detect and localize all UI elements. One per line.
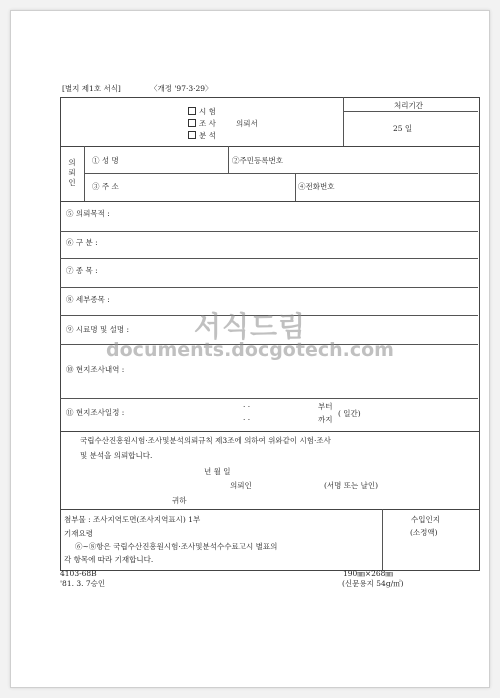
- schedule-from: 부터: [318, 402, 333, 411]
- form-title: 의뢰서: [236, 119, 258, 128]
- schedule-to-date: · ·: [243, 415, 251, 424]
- attachment-line-2: 기재요령: [64, 529, 93, 538]
- client-side-label: 의 뢰 인: [68, 158, 76, 187]
- detail-label: ⑧ 세부종목 :: [66, 295, 110, 304]
- sample-label: ⑨ 시료명 및 설명 :: [66, 325, 130, 334]
- checkbox[interactable]: [188, 131, 196, 139]
- checkbox[interactable]: [188, 119, 196, 127]
- paper-spec: (신문용지 54g/㎡): [342, 579, 404, 588]
- attachment-line-3: ⑥~⑧항은 국립수산진흥원시험·조사및분석수수료고시 별표의: [75, 542, 278, 551]
- attachment-line-1: 첨부물 : 조사지역도면(조사지역표시) 1부: [64, 515, 201, 524]
- schedule-from-date: · ·: [243, 402, 251, 411]
- period-value: 25 일: [393, 124, 413, 133]
- address-label: ③ 주 소: [92, 182, 119, 191]
- kind-label: ⑦ 종 목 :: [66, 266, 98, 275]
- addressee-label: 귀하: [172, 496, 187, 505]
- client-section: [60, 146, 480, 202]
- option-survey[interactable]: 조 사: [188, 119, 216, 129]
- form-code: 4103-68B: [60, 569, 97, 578]
- category-label: ⑥ 구 분 :: [66, 238, 98, 247]
- request-date: 년 월 일: [204, 467, 231, 476]
- schedule-days: ( 일간): [338, 409, 361, 418]
- option-test[interactable]: 시 험: [188, 107, 216, 117]
- purpose-label: ⑤ 의뢰목적 :: [66, 209, 110, 218]
- schedule-to: 까지: [318, 415, 333, 424]
- form-number: [별지 제1호 서식]: [62, 84, 121, 93]
- attachment-line-4: 각 항목에 따라 기재합니다.: [64, 555, 154, 564]
- stamp-label: 수입인지: [411, 515, 440, 524]
- option-analysis[interactable]: 분 석: [188, 131, 216, 141]
- request-line-1: 국립수산진흥원시험·조사및분석의뢰규칙 제3조에 의하여 위와같이 시험·조사: [80, 436, 331, 445]
- name-label: ① 성 명: [92, 156, 119, 165]
- watermark-url: documents.docgotech.com: [106, 339, 394, 361]
- survey-label: ⑩ 현지조사내역 :: [66, 365, 125, 374]
- resident-no-label: ②주민등록번호: [232, 156, 283, 165]
- watermark-title: 서식드림: [193, 310, 307, 343]
- requester-label: 의뢰인: [230, 481, 252, 490]
- checkbox[interactable]: [188, 107, 196, 115]
- paper-size: 190㎜×268㎜: [343, 569, 393, 578]
- approval-date: '81. 3. 7승인: [60, 579, 106, 588]
- revision-note: 〈개정 '97·3·29〉: [150, 84, 213, 93]
- schedule-label: ⑪ 현지조사일정 :: [66, 408, 125, 417]
- phone-label: ④전화번호: [298, 182, 335, 191]
- stamp-value: (소정액): [410, 528, 438, 537]
- period-label: 처리기간: [394, 101, 423, 110]
- sign-label: (서명 또는 날인): [324, 481, 379, 490]
- request-line-2: 및 분석을 의뢰합니다.: [80, 451, 153, 460]
